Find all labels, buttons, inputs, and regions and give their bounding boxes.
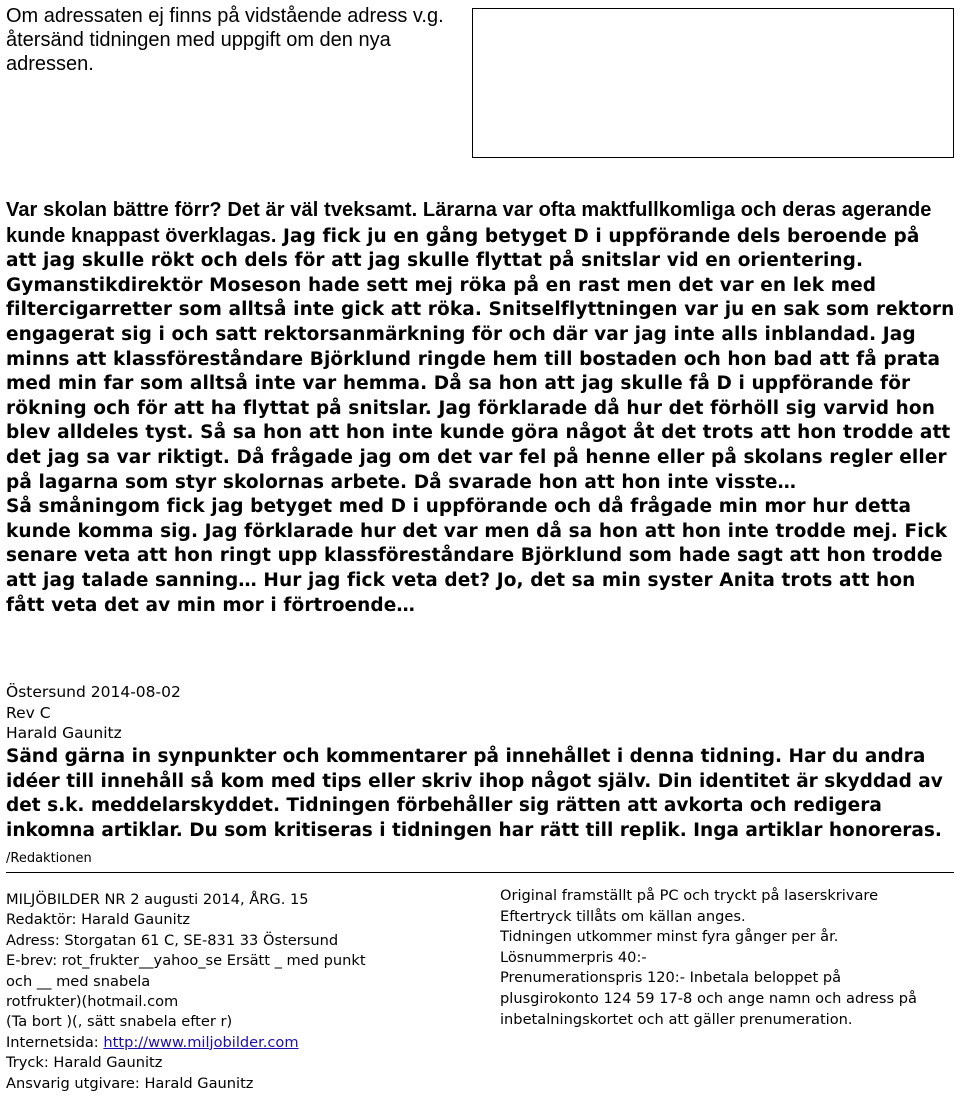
info-line-3: Tidningen utkommer minst fyra gånger per år. — [500, 928, 839, 946]
revision: Rev C — [6, 703, 51, 722]
colophon — [6, 890, 486, 1094]
email-line-2: och __ med snabela — [6, 972, 151, 990]
divider — [6, 872, 954, 873]
email-line-1: E-brev: rot_frukter__yahoo_se Ersätt _ med punkt — [6, 952, 366, 970]
publisher-line: Ansvarig utgivare: Harald Gaunitz — [6, 1074, 254, 1092]
website-link[interactable]: http://www.miljobilder.com — [103, 1033, 299, 1051]
info-line-2: Eftertryck tillåts om källan anges. — [500, 907, 746, 925]
website-line — [6, 1033, 486, 1053]
article-intro: Var skolan bättre förr? Det är väl tveksamt. Lärarna var ofta maktfullkomliga och deras agerande kunde knappast överklagas. — [6, 199, 932, 247]
editorial-note — [6, 745, 956, 872]
editorial-text: Sänd gärna in synpunkter och kommentarer på innehållet i denna tidning. Har du andra idéer till innehåll så kom med tips eller skriv ihop något själv. Din identitet är skyddad av det s.k. meddelarskyddet. Tidningen förbehåller sig rätten att avkorta och redigera inkomna artiklar. Du som kritiseras i tidningen har rätt till replik. Inga artiklar honoreras. — [6, 746, 943, 841]
editor-line: Redaktör: Harald Gaunitz — [6, 911, 191, 929]
info-line-1: Original framställt på PC och tryckt på laserskrivare — [500, 887, 879, 904]
article — [6, 198, 956, 618]
info-line-5: Prenumerationspris 120:- Inbetala beloppet på plusgirokonto 124 59 17-8 och ange namn och adress på inbetalningskortet och att gäller prenumeration. — [500, 969, 917, 1028]
article-body: Jag fick ju en gång betyget D i uppförande dels beroende på att jag skulle rökt och dels för att jag skulle flyttat på snitslar vid en orientering. Gymanstikdirektör Moseson hade sett mej röka på en rast men det var en lek med filtercigarretter som alltså inte gick att röka. Snitselflyttningen var ju en sak som rektorn engagerat sig i och satt rektorsanmärkning för och där var jag inte alls inblandad. Jag minns att klassföreståndare Björklund ringde hem till bostaden och hon bad att få prata med min far som alltså inte var hemma. Då sa hon att jag skulle få D i uppförande för rökning och för att ha flyttat på snitslar. Jag förklarade då hur det förhöll sig varvid hon blev alldeles tyst. Så sa hon att hon inte kunde göra något åt det trots att hon trodde att det jag sa var riktigt. Då frågade jag om det var fel på henne eller på skolans regler eller på lagarna som styr skolornas arbete. Då svarade hon att hon inte visste… — [6, 225, 955, 493]
email-line-4: (Ta bort )(, sätt snabela efter r) — [6, 1013, 233, 1031]
address-line: Adress: Storgatan 61 C, SE-831 33 Östersund — [6, 931, 339, 949]
website-label: Internetsida: — [6, 1033, 104, 1051]
email-line-3: rotfrukter)(hotmail.com — [6, 993, 179, 1011]
publication-info — [500, 886, 940, 1030]
signature-block — [6, 682, 606, 744]
editorial-sign: /Redaktionen — [6, 851, 92, 867]
author: Harald Gaunitz — [6, 724, 122, 742]
return-address-note: Om adressaten ej finns på vidstående adress v.g. återsänd tidningen med uppgift om den nya adressen. — [6, 5, 444, 75]
article-paragraph-1 — [6, 198, 956, 495]
address-label-box — [472, 8, 954, 158]
issue-line: MILJÖBILDER NR 2 augusti 2014, ÅRG. 15 — [6, 891, 309, 908]
info-line-4: Lösnummerpris 40:- — [500, 948, 647, 966]
print-line: Tryck: Harald Gaunitz — [6, 1054, 163, 1072]
place-date: Östersund 2014-08-02 — [6, 683, 181, 701]
article-paragraph-2: Så småningom fick jag betyget med D i uppförande och då frågade min mor hur detta kunde komma sig. Jag förklarade hur det var men då sa hon att hon inte trodde mej. Fick senare veta att hon ringt upp klassföreståndare Björklund som hade sagt att hon trodde att jag talade sanning… Hur jag fick veta det? Jo, det sa min syster Anita trots att hon fått veta det av min mor i förtroende… — [6, 496, 948, 616]
